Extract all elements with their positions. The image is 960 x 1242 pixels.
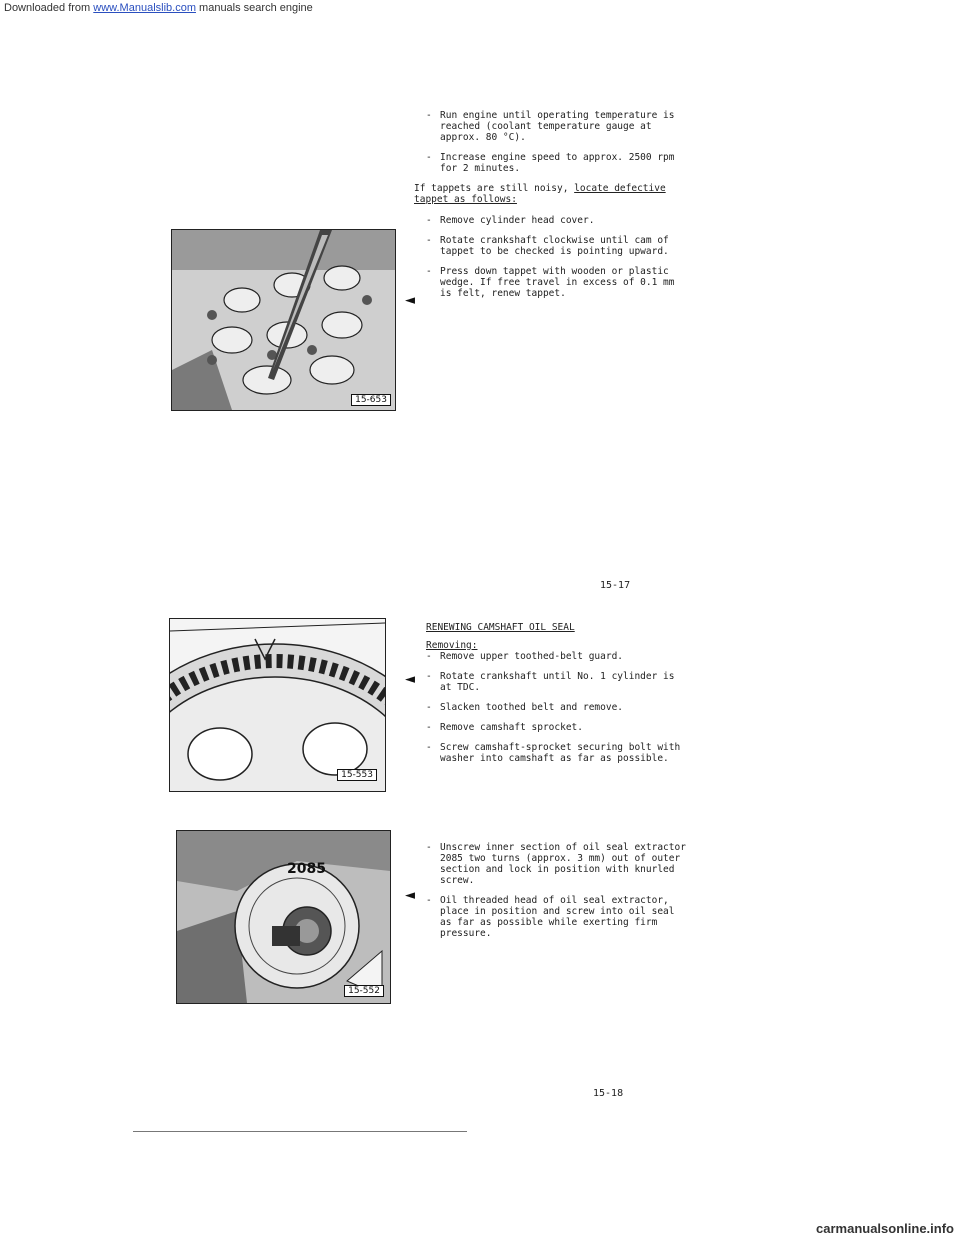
- list-item: - Remove camshaft sprocket.: [426, 722, 583, 733]
- list-item: - Remove upper toothed-belt guard.: [426, 651, 624, 662]
- section2-text: [426, 622, 686, 773]
- figure-label: 15-653: [351, 394, 391, 406]
- list-item: - Rotate crankshaft until No. 1 cylinder is at TDC.: [426, 671, 675, 693]
- page-number: 15-18: [593, 1088, 624, 1099]
- list-item: - Press down tappet with wooden or plastic wedge. If free travel in excess of 0.1 mm is felt, renew tappet.: [426, 266, 675, 299]
- list-item: - Rotate crankshaft clockwise until cam of tappet to be checked is pointing upward.: [426, 235, 669, 257]
- list-item: - Unscrew inner section of oil seal extractor 2085 two turns (approx. 3 mm) out of outer section and lock in position with knurled screw.: [426, 842, 686, 886]
- footer-watermark: carmanualsonline.info: [816, 1221, 954, 1236]
- pointer-arrow: ◄: [405, 672, 415, 687]
- manualslib-link[interactable]: www.Manualslib.com: [93, 2, 196, 14]
- section-heading: RENEWING CAMSHAFT OIL SEAL: [426, 622, 575, 633]
- intro-paragraph: If tappets are still noisy, locate defective tappet as follows:: [414, 183, 666, 205]
- list-item: - Slacken toothed belt and remove.: [426, 702, 624, 713]
- section-subheading: Removing:: [426, 640, 478, 651]
- tool-number-label: 2085: [287, 861, 326, 877]
- figure-label: 15-553: [337, 769, 377, 781]
- list-item: - Run engine until operating temperature is reached (coolant temperature gauge at approx. 80 °C).: [426, 110, 675, 143]
- page-number: 15-17: [600, 580, 631, 591]
- download-header: Downloaded from www.Manualslib.com manuals search engine: [4, 2, 313, 14]
- extractor-illustration: [177, 831, 390, 1003]
- figure-camshaft-sprocket: [169, 618, 386, 792]
- figure-label: 15-552: [344, 985, 384, 997]
- section3-text: [426, 842, 696, 948]
- bottom-rule: [133, 1131, 467, 1132]
- pointer-arrow: ◄: [405, 293, 415, 308]
- figure-oil-seal-extractor: [176, 830, 391, 1004]
- list-item: - Increase engine speed to approx. 2500 rpm for 2 minutes.: [426, 152, 675, 174]
- pointer-arrow: ◄: [405, 888, 415, 903]
- sprocket-illustration: [170, 619, 385, 791]
- list-item: - Oil threaded head of oil seal extractor, place in position and screw into oil seal as far as possible while exerting firm pressure.: [426, 895, 675, 939]
- figure-cylinder-head: [171, 229, 396, 411]
- cylinder-head-illustration: [172, 230, 395, 410]
- list-item: - Remove cylinder head cover.: [426, 215, 595, 226]
- list-item: - Screw camshaft-sprocket securing bolt with washer into camshaft as far as possible.: [426, 742, 681, 764]
- section1-text-top: [414, 110, 686, 308]
